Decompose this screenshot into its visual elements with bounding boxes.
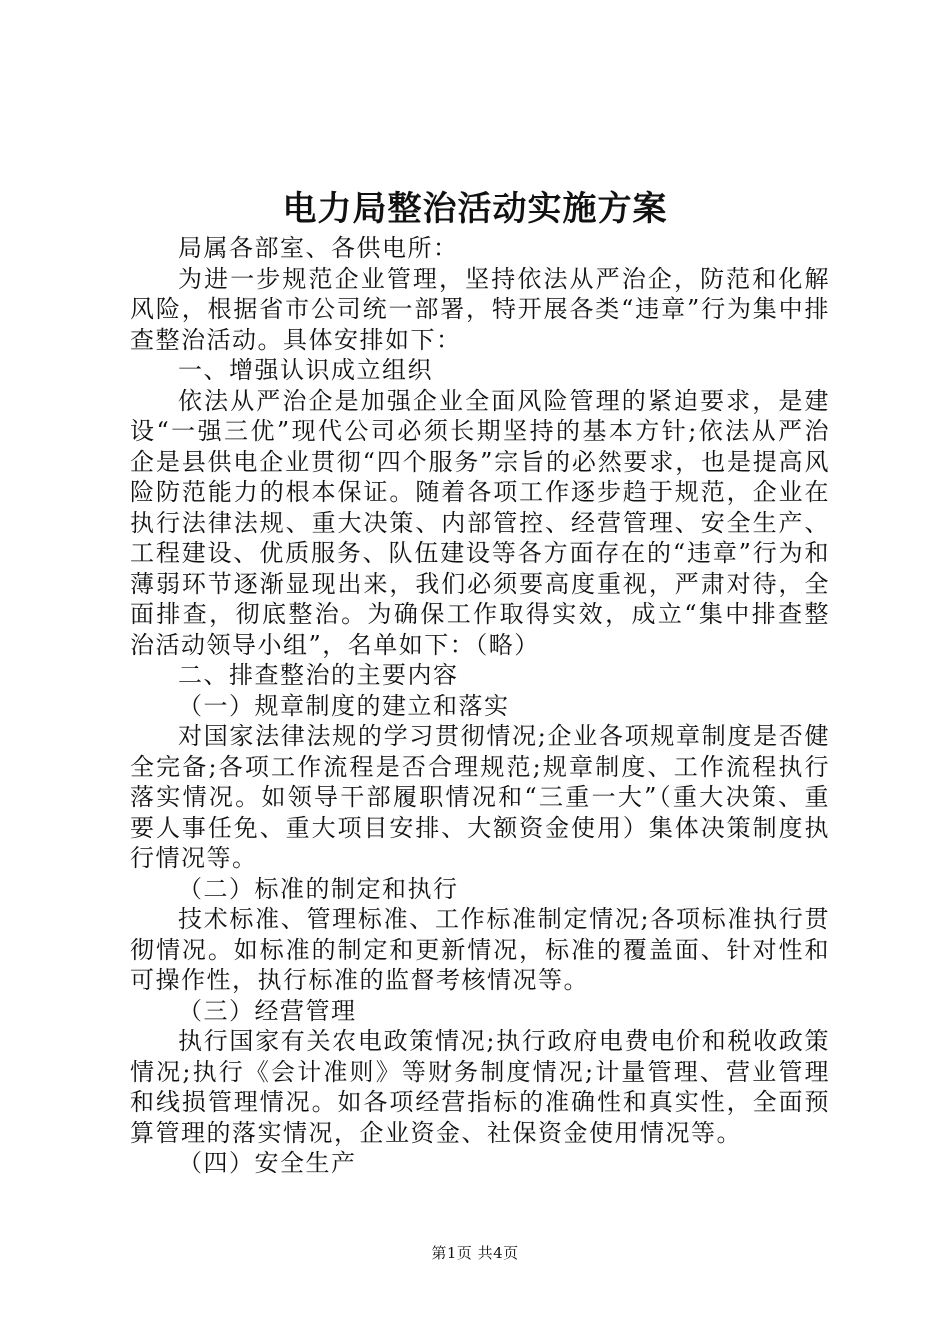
subsection-heading-1: （一）规章制度的建立和落实: [178, 691, 510, 720]
subsection-heading-2: （二）标准的制定和执行: [178, 874, 459, 903]
section-heading-1: 一、增强认识成立组织: [178, 356, 433, 384]
section-1-paragraph: 依法从严治企是加强企业全面风险管理的紧迫要求，是建设“一强三优”现代公司必须长期坚持的基本方针;依法从严治企是县供电企业贯彻“四个服务”宗旨的必然要求，也是提高风险防范能力的根本保证。随着各项工作逐步趋于规范，企业在执行法律法规、重大决策、内部管控、经营管理、安全生产、工程建设、优质服务、队伍建设等各方面存在的“违章”行为和薄弱环节逐渐显现出来，我们必须要高度重视，严肃对待，全面排查，彻底整治。为确保工作取得实效，成立“集中排查整治活动领导小组”，名单如下：（略）: [130, 386, 830, 659]
section-heading-2: 二、排查整治的主要内容: [178, 661, 459, 689]
subsection-1-paragraph: 对国家法律法规的学习贯彻情况;企业各项规章制度是否健全完备;各项工作流程是否合理规范;规章制度、工作流程执行落实情况。如领导干部履职情况和“三重一大”（重大决策、重要人事任免、重大项目安排、大额资金使用）集体决策制度执行情况等。: [130, 722, 830, 872]
subsection-3-paragraph: 执行国家有关农电政策情况;执行政府电费电价和税收政策情况;执行《会计准则》等财务制度情况;计量管理、营业管理和线损管理情况。如各项经营指标的准确性和真实性，全面预算管理的落实情况，企业资金、社保资金使用情况等。: [130, 1027, 830, 1147]
intro-paragraph: 为进一步规范企业管理，坚持依法从严治企，防范和化解风险，根据省市公司统一部署，特开展各类“违章”行为集中排查整治活动。具体安排如下：: [130, 264, 830, 354]
subsection-2-paragraph: 技术标准、管理标准、工作标准制定情况;各项标准执行贯彻情况。如标准的制定和更新情况，标准的覆盖面、针对性和可操作性，执行标准的监督考核情况等。: [130, 905, 830, 994]
page-footer: 第1页 共4页: [431, 1244, 519, 1262]
subsection-heading-3: （三）经营管理: [178, 996, 357, 1025]
document-body: [130, 233, 830, 1179]
document-title: 电力局整治活动实施方案: [282, 189, 668, 229]
subsection-heading-4: （四）安全生产: [178, 1149, 357, 1177]
salutation: 局属各部室、各供电所：: [178, 234, 459, 262]
